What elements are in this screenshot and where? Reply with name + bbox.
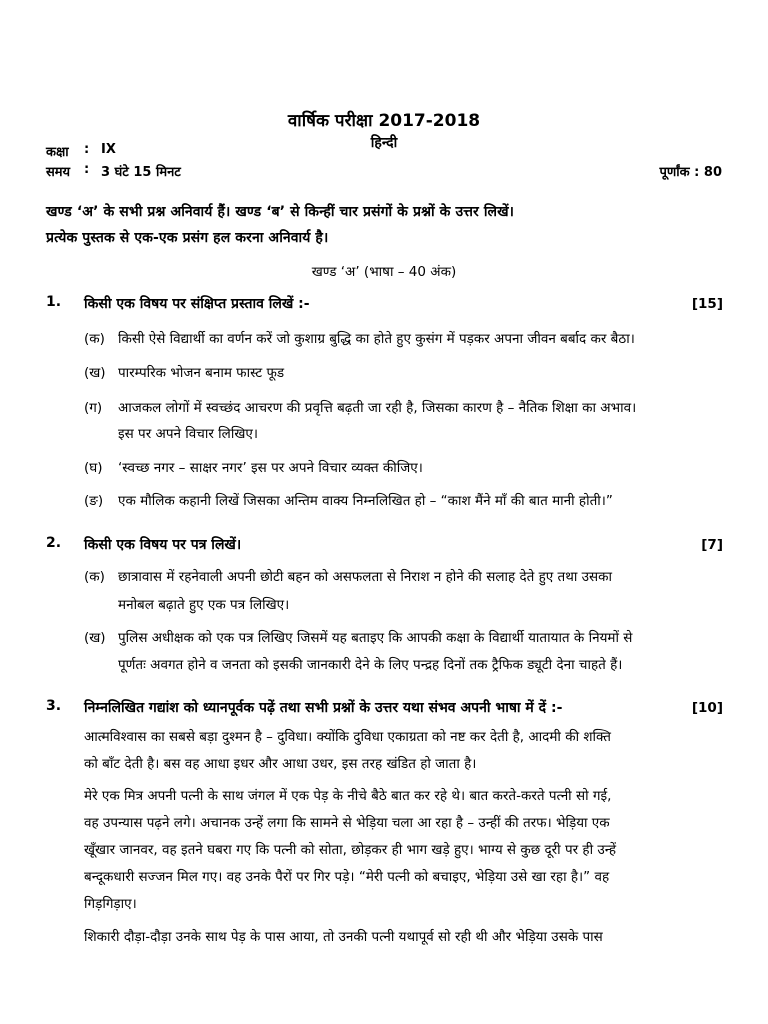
time-label: समय [46, 165, 71, 180]
q2-option-text: पूर्णतः अवगत होने व जनता को इसकी जानकारी देने के लिए पन्द्रह दिनों तक ट्रैफिक ड्यूटी देना चाहते हैं। [118, 657, 623, 673]
passage-line: बन्दूकधारी सज्जन मिल गए। वह उनके पैरों पर गिर पड़े। “मेरी पत्नी को बचाइए, भेड़िया उसे खा रहा है।” वह [84, 869, 610, 885]
question-2-marks: [7] [701, 537, 723, 553]
passage-line: गिड़गिड़ाए। [84, 896, 137, 912]
q1-option-text: आजकल लोगों में स्वच्छंद आचरण की प्रवृत्ति बढ़ती जा रही है, जिसका कारण है – नैतिक शिक्षा का अभाव। [118, 400, 637, 416]
question-1-marks: [15] [691, 296, 723, 312]
passage-line: वह उपन्यास पढ़ने लगे। अचानक उन्हें लगा कि सामने से भेड़िया चला आ रहा है – उन्हीं की तरफ। भेड़िया एक [84, 815, 610, 831]
q1-option-label: (ग) [84, 400, 103, 416]
question-2-text: किसी एक विषय पर पत्र लिखें। [84, 537, 242, 553]
subject-name: हिन्दी [370, 135, 398, 151]
passage-line: खूँखार जानवर, वह इतने घबरा गए कि पत्नी को सोता, छोड़कर ही भाग खड़े हुए। भाग्य से कुछ दूरी पर ही उन्हें [84, 842, 616, 858]
question-3-marks: [10] [691, 700, 723, 716]
q2-option-text: मनोबल बढ़ाते हुए एक पत्र लिखिए। [118, 597, 290, 613]
passage-line: को बाँट देती है। बस वह आधा इधर और आधा उधर, इस तरह खंडित हो जाता है। [84, 756, 477, 772]
instruction-line-2: प्रत्येक पुस्तक से एक-एक प्रसंग हल करना अनिवार्य है। [46, 230, 329, 246]
passage-line: शिकारी दौड़ा-दौड़ा उनके साथ पेड़ के पास आया, तो उनकी पत्नी यथापूर्व सो रही थी और भेड़िया उसके पास [84, 929, 603, 945]
class-value: IX [101, 142, 116, 157]
q2-option-label: (ख) [84, 630, 106, 646]
class-separator: : [84, 142, 90, 157]
exam-title: वार्षिक परीक्षा 2017-2018 [287, 111, 481, 131]
q1-option-label: (घ) [84, 460, 103, 476]
question-3-text: निम्नलिखित गद्यांश को ध्यानपूर्वक पढ़ें तथा सभी प्रश्नों के उत्तर यथा संभव अपनी भाषा में दें :- [84, 700, 563, 716]
class-label: कक्षा [46, 145, 69, 160]
q2-option-text: छात्रावास में रहनेवाली अपनी छोटी बहन को असफलता से निराश न होने की सलाह देते हुए तथा उसका [118, 569, 613, 585]
question-1-text: किसी एक विषय पर संक्षिप्त प्रस्ताव लिखें :- [84, 296, 310, 312]
q1-option-text: पारम्परिक भोजन बनाम फास्ट फूड [118, 365, 285, 381]
q2-option-label: (क) [84, 569, 105, 585]
q1-option-text: किसी ऐसे विद्यार्थी का वर्णन करें जो कुशाग्र बुद्धि का होते हुए कुसंग में पड़कर अपना जीवन बर्बाद कर बैठा। [118, 331, 635, 347]
passage-line: मेरे एक मित्र अपनी पत्नी के साथ जंगल में एक पेड़ के नीचे बैठे बात कर रहे थे। बात करते-करते पत्नी सो गई, [84, 788, 612, 804]
q1-option-label: (ख) [84, 365, 106, 381]
q2-option-text: पुलिस अधीक्षक को एक पत्र लिखिए जिसमें यह बताइए कि आपकी कक्षा के विद्यार्थी यातायात के नियमों से [118, 630, 633, 646]
instruction-line-1: खण्ड ‘अ’ के सभी प्रश्न अनिवार्य हैं। खण्ड ‘ब’ से किन्हीं चार प्रसंगों के प्रश्नों के उत्तर लिखें। [46, 204, 515, 220]
q1-option-text: ‘स्वच्छ नगर – साक्षर नगर’ इस पर अपने विचार व्यक्त कीजिए। [118, 460, 423, 476]
q1-option-label: (ङ) [84, 493, 104, 509]
time-value: 3 घंटे 15 मिनट [101, 165, 181, 180]
q1-option-text: एक मौलिक कहानी लिखें जिसका अन्तिम वाक्य निम्नलिखित हो – “काश मैंने माँ की बात मानी होती।” [118, 493, 613, 509]
total-marks: पूर्णांक : 80 [659, 165, 722, 180]
question-2-number: 2. [46, 535, 62, 551]
q1-option-label: (क) [84, 331, 105, 347]
question-1-number: 1. [46, 294, 62, 310]
time-separator: : [84, 162, 90, 177]
section-heading: खण्ड ‘अ’ (भाषा – 40 अंक) [311, 264, 457, 280]
passage-line: आत्मविश्वास का सबसे बड़ा दुश्मन है – दुविधा। क्योंकि दुविधा एकाग्रता को नष्ट कर देती है, आदमी की शक्ति [84, 729, 611, 745]
q1-option-text: इस पर अपने विचार लिखिए। [118, 426, 258, 442]
question-3-number: 3. [46, 698, 62, 714]
